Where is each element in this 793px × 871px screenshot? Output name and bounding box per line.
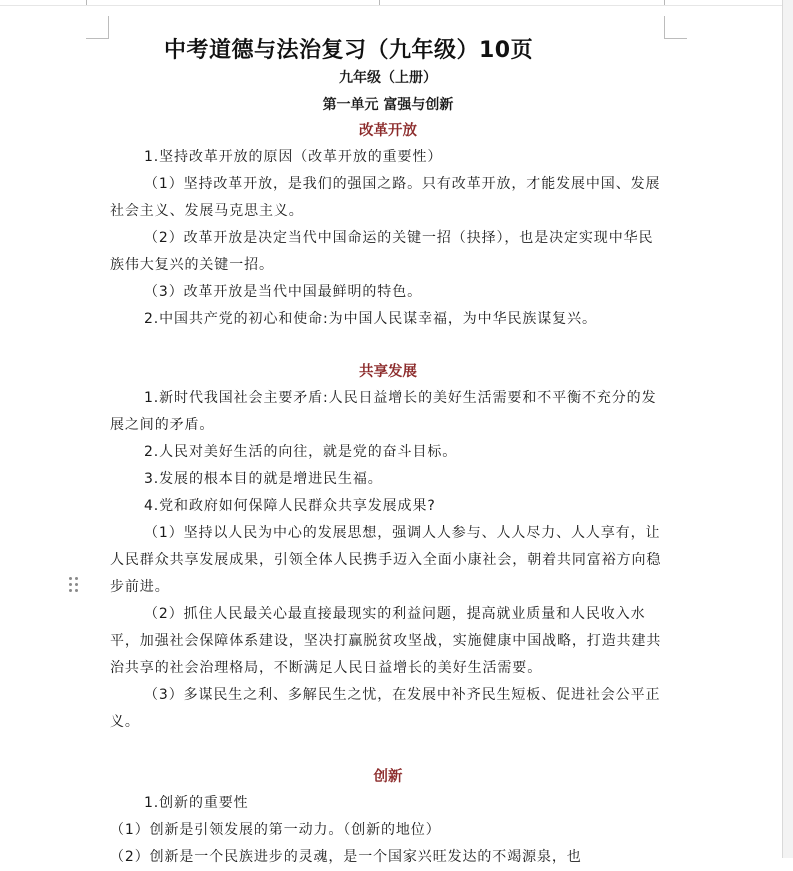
paragraph: 1.新时代我国社会主要矛盾:人民日益增长的美好生活需要和不平衡不充分的发展之间的矛盾。	[110, 390, 657, 433]
section-heading: 共享发展	[359, 364, 417, 380]
section-heading: 改革开放	[359, 123, 417, 139]
margin-corner-mark	[86, 16, 109, 39]
paragraph: 4.党和政府如何保障人民群众共享发展成果?	[144, 498, 436, 514]
paragraph: 1.创新的重要性	[144, 795, 249, 811]
paragraph: （1）创新是引领发展的第一动力。（创新的地位）	[110, 822, 441, 838]
paragraph: （2）改革开放是决定当代中国命运的关键一招（抉择），也是决定实现中华民族伟大复兴的关键一招。	[110, 230, 654, 273]
margin-corner-mark	[664, 16, 687, 39]
vertical-scrollbar[interactable]	[782, 0, 793, 858]
document-page	[110, 36, 666, 871]
paragraph: （3）多谋民生之利、多解民生之忧，在发展中补齐民生短板、促进社会公平正义。	[110, 687, 661, 730]
drag-handle-icon[interactable]	[69, 577, 79, 593]
section-heading: 创新	[373, 769, 403, 785]
ruler-bar	[0, 0, 793, 6]
paragraph: 2.中国共产党的初心和使命:为中国人民谋幸福，为中华民族谋复兴。	[144, 311, 597, 327]
paragraph: 3.发展的根本目的就是增进民生福。	[144, 471, 383, 487]
grade-heading: 九年级（上册）	[339, 70, 437, 86]
paragraph: （3）改革开放是当代中国最鲜明的特色。	[144, 284, 423, 300]
document-title: 中考道德与法治复习（九年级）10页	[164, 38, 534, 63]
paragraph: （1）坚持以人民为中心的发展思想，强调人人参与、人人尽力、人人享有，让人民群众共享发展成果，引领全体人民携手迈入全面小康社会，朝着共同富裕方向稳步前进。	[110, 525, 662, 595]
paragraph: 1.坚持改革开放的原因（改革开放的重要性）	[144, 149, 443, 165]
paragraph: （1）坚持改革开放，是我们的强国之路。只有改革开放，才能发展中国、发展社会主义、发展马克思主义。	[110, 176, 661, 219]
paragraph: （2）抓住人民最关心最直接最现实的利益问题，提高就业质量和人民收入水平，加强社会保障体系建设，坚决打赢脱贫攻坚战，实施健康中国战略，打造共建共治共享的社会治理格局，不断满足人民日益增长的美好生活需要。	[110, 606, 662, 676]
ruler-line	[0, 5, 793, 6]
unit-heading: 第一单元 富强与创新	[322, 97, 454, 113]
paragraph: 2.人民对美好生活的向往，就是党的奋斗目标。	[144, 444, 458, 460]
paragraph: （2）创新是一个民族进步的灵魂，是一个国家兴旺发达的不竭源泉，也	[110, 849, 582, 865]
